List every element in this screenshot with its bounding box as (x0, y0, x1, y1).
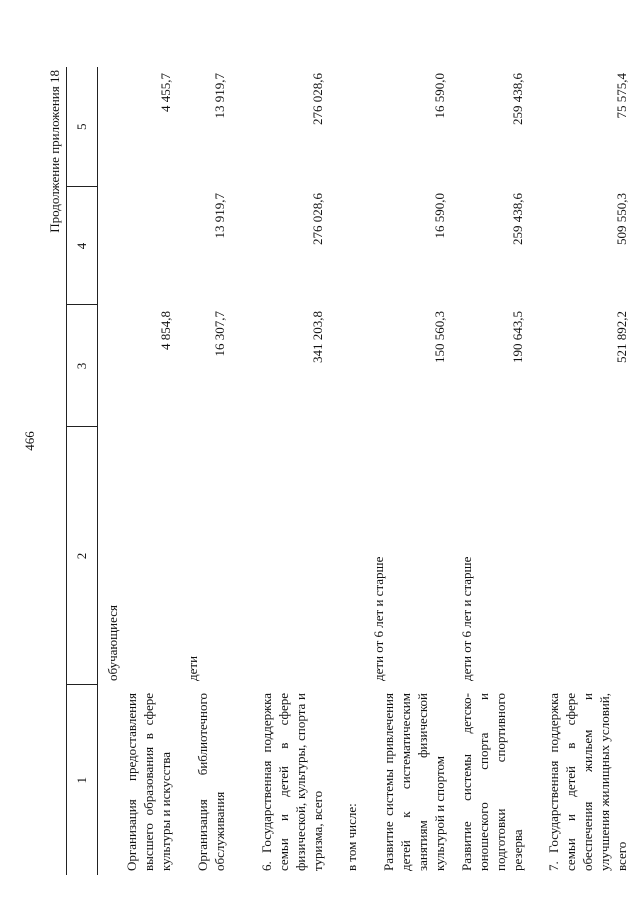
row-name: Организация предоставления высшего образования в сфере культуры и искусства (123, 693, 173, 871)
budget-table (66, 67, 636, 875)
row-value-col4: 16 590,0 (431, 193, 447, 239)
row-category (532, 427, 636, 685)
column-header-3: 3 (67, 305, 98, 427)
column-header-2: 2 (67, 427, 98, 685)
row-value-col3: 16 307,7 (211, 311, 227, 357)
table-row (98, 67, 180, 875)
row-value-col5: 13 919,7 (211, 73, 227, 119)
row-value-col3: 150 560,3 (431, 311, 447, 363)
row-name: Организация библиотечного обслуживания (194, 693, 227, 871)
table-row (332, 67, 366, 875)
row-value-col3 (332, 305, 366, 427)
row-value-col3: 521 892,2 (613, 311, 629, 363)
row-category: дети от 6 лет и старше (458, 556, 474, 681)
row-name: 7. Государственная поддержка семьи и детей в сфере обеспечения жильем и улучшения жилищных условий, всего (545, 693, 629, 871)
table-row (366, 67, 454, 875)
row-name: 6. Государственная поддержка семьи и детей в сфере физической, культуры, спорта и туризма, всего (258, 693, 325, 871)
table-header (67, 67, 98, 875)
table-body (98, 67, 636, 875)
row-value-col4: 276 028,6 (309, 193, 325, 245)
row-category (234, 427, 332, 685)
column-header-5: 5 (67, 67, 98, 187)
row-value-col5: 75 575,4 (613, 73, 629, 119)
row-value-col4: 509 550,3 (613, 193, 629, 245)
row-value-col4: 259 438,6 (509, 193, 525, 245)
row-value-col4: 13 919,7 (211, 193, 227, 239)
row-name: Развитие системы привлечения детей к систематическим занятиям физической культурой и спортом (380, 693, 447, 871)
header-row (67, 67, 98, 875)
row-value-col5: 276 028,6 (309, 73, 325, 125)
row-category (332, 427, 366, 685)
row-value-col3: 4 854,8 (157, 311, 173, 350)
table-row (180, 67, 234, 875)
row-value-col5: 259 438,6 (509, 73, 525, 125)
row-value-col4 (332, 187, 366, 305)
row-value-col5: 4 455,7 (157, 73, 173, 112)
row-value-col5 (332, 67, 366, 187)
table-row (532, 67, 636, 875)
row-category: дети (184, 655, 200, 681)
row-category: дети от 6 лет и старше (370, 556, 386, 681)
table-row (454, 67, 532, 875)
row-category: обучающиеся (105, 605, 120, 681)
row-subheading: в том числе: (343, 803, 359, 871)
column-header-4: 4 (67, 187, 98, 305)
table-row (234, 67, 332, 875)
column-header-1: 1 (67, 685, 98, 875)
row-name: Развитие системы детско-юношеского спорта и подготовки спортивного резерва (458, 693, 525, 871)
row-value-col4 (98, 187, 180, 305)
appendix-continuation-note: Продолжение приложения 18 (47, 70, 62, 233)
page-number: 466 (22, 431, 37, 451)
row-value-col3: 341 203,8 (309, 311, 325, 363)
row-value-col5: 16 590,0 (431, 73, 447, 119)
row-value-col3: 190 643,5 (509, 311, 525, 363)
